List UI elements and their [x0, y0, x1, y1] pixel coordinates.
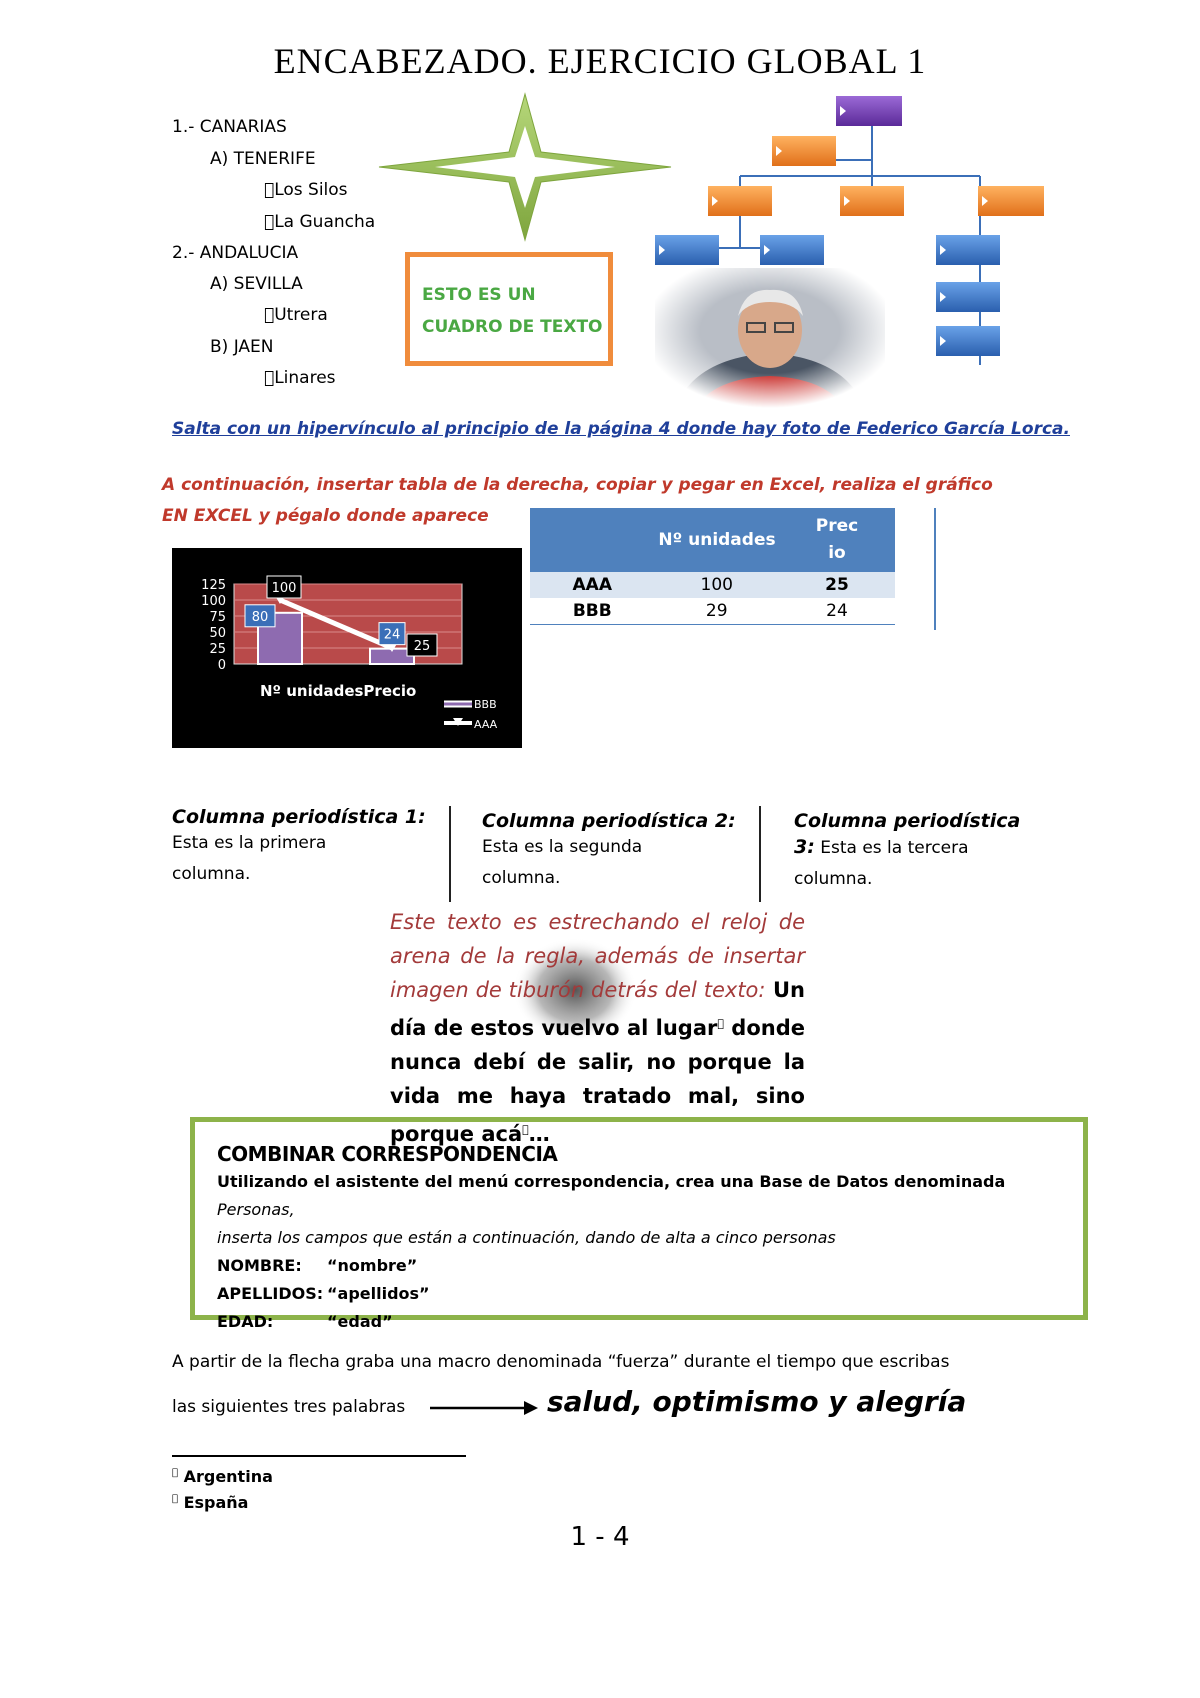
list-item: La Guancha [264, 212, 365, 232]
list-item: A) SEVILLA [210, 274, 303, 294]
data-label: 100 [271, 581, 297, 596]
table-header: Prec io [815, 516, 859, 563]
field-label: EDAD: [217, 1312, 274, 1331]
excel-chart [172, 548, 522, 748]
column-separator [759, 806, 761, 902]
table-cell: 24 [826, 600, 848, 621]
instruction-text: A continuación, insertar tabla de la derecha, copiar y pegar en Excel, realiza el gráfico EN EXCEL y pégalo donde aparece [162, 475, 993, 526]
table-border [934, 508, 936, 630]
table-row [530, 598, 895, 624]
legend-label: AAA [474, 718, 498, 731]
column-2 [482, 810, 752, 894]
hyperlink[interactable] [172, 419, 1070, 439]
hourglass-text: … [525, 1122, 547, 1146]
hourglass-red-text: Este texto es estrechando el reloj de arena de la regla, además de insertar imagen de tiburón detrás del texto: [390, 910, 805, 1002]
data-label: 25 [413, 639, 431, 654]
x-axis-label: Nº unidadesPrecio [260, 682, 417, 700]
column-title-number: 3: [794, 836, 815, 858]
field-row [217, 1308, 1083, 1336]
column-3 [794, 810, 1024, 895]
field-value: “apellidos” [327, 1284, 430, 1303]
org-node [936, 235, 1000, 265]
star-shape [375, 92, 675, 242]
table-cell: 100 [700, 575, 733, 595]
table-cell: BBB [572, 600, 612, 621]
org-node [760, 235, 824, 265]
column-text [794, 832, 1024, 895]
column-text: Esta es la primera columna. [172, 833, 327, 884]
field-label: NOMBRE: [217, 1256, 302, 1275]
macro-words: salud, optimismo y alegría [547, 1385, 967, 1418]
y-tick-label: 50 [209, 626, 226, 641]
org-node [978, 186, 1044, 216]
org-node [936, 282, 1000, 312]
macro-text: A partir de la flecha graba una macro denominada “fuerza” durante el tiempo que escribas [172, 1352, 950, 1372]
data-label: 80 [251, 609, 269, 625]
mail-merge-heading: COMBINAR CORRESPONDENCIA [217, 1142, 558, 1166]
mail-merge-line: Utilizando el asistente del menú correspondencia, crea una Base de Datos denominada [217, 1172, 1006, 1191]
macro-text: las siguientes tres palabras [172, 1397, 406, 1417]
column-title: Columna periodística [794, 810, 1021, 832]
table-header: Nº unidades [658, 529, 776, 550]
table-cell: 25 [825, 575, 849, 595]
y-tick-label: 100 [201, 594, 226, 609]
list-item: B) JAEN [210, 337, 274, 357]
text-box-line: CUADRO DE TEXTO [422, 317, 603, 337]
footnote-text: Argentina [172, 1467, 262, 1486]
page-title: ENCABEZADO. EJERCICIO GLOBAL 1 [273, 41, 927, 81]
list-item: 1.- CANARIAS [172, 117, 287, 137]
org-node [836, 96, 902, 126]
mail-merge-text [217, 1168, 1083, 1224]
table-row [530, 572, 895, 598]
y-tick-label: 25 [209, 642, 226, 657]
mail-merge-italic: Personas, [217, 1200, 295, 1219]
column-1 [172, 806, 442, 890]
text-box [405, 252, 613, 366]
list-item: A) TENERIFE [210, 149, 316, 169]
footnote-text: España [172, 1493, 237, 1512]
column-text: Esta es la segunda columna. [482, 837, 643, 888]
list-item: Linares [264, 368, 326, 388]
org-node [772, 136, 836, 166]
hourglass-text: Un día de estos vuelvo al lugar [390, 978, 805, 1040]
data-table [530, 508, 895, 625]
y-tick-label: 125 [201, 578, 226, 593]
field-value: “edad” [327, 1312, 393, 1331]
page-number: 1 - 4 [570, 1522, 630, 1552]
y-tick-label: 75 [209, 610, 226, 625]
footnote-separator [172, 1455, 466, 1457]
table-cell: AAA [572, 575, 612, 595]
org-node [655, 235, 719, 265]
hyperlink-rest: 4 donde hay foto de Federico García Lorca. [652, 419, 1070, 439]
text-box-line: ESTO ES UN [422, 285, 536, 305]
list-item: Utrera [264, 305, 318, 325]
field-value: “nombre” [327, 1256, 418, 1275]
table-cell: 29 [705, 600, 728, 621]
data-label: 24 [383, 627, 401, 643]
field-label: APELLIDOS: [217, 1284, 324, 1303]
column-text-body: Esta es la tercera columna. [794, 838, 969, 889]
footnote [172, 1493, 248, 1512]
mail-merge-box [190, 1117, 1088, 1331]
column-title: Columna periodística 2: [482, 810, 736, 832]
list-item: 2.- ANDALUCIA [172, 243, 299, 263]
column-title: Columna periodística 1: [172, 806, 426, 828]
footnote [172, 1467, 273, 1486]
org-node [708, 186, 772, 216]
mail-merge-line: inserta los campos que están a continuación, dando de alta a cinco personas [217, 1228, 836, 1247]
footnote-ref[interactable] [726, 1017, 732, 1030]
legend-label: BBB [474, 698, 497, 711]
portrait-photo [655, 268, 885, 408]
org-node [936, 326, 1000, 356]
column-separator [449, 806, 451, 902]
list-item: Los Silos [264, 180, 338, 200]
arrow-icon [428, 1398, 540, 1418]
y-tick-label: 0 [217, 658, 226, 673]
field-row [217, 1252, 1083, 1280]
hourglass-text: donde nunca debí de salir, no porque la vida me haya tratado mal, sino porque acá [390, 1016, 805, 1146]
footnote-ref[interactable] [522, 1123, 526, 1136]
hourglass-paragraph [390, 905, 805, 1151]
field-row [217, 1280, 1083, 1308]
hyperlink-text[interactable]: Salta con un hipervínculo al principio de la página [172, 419, 653, 439]
org-node [840, 186, 904, 216]
